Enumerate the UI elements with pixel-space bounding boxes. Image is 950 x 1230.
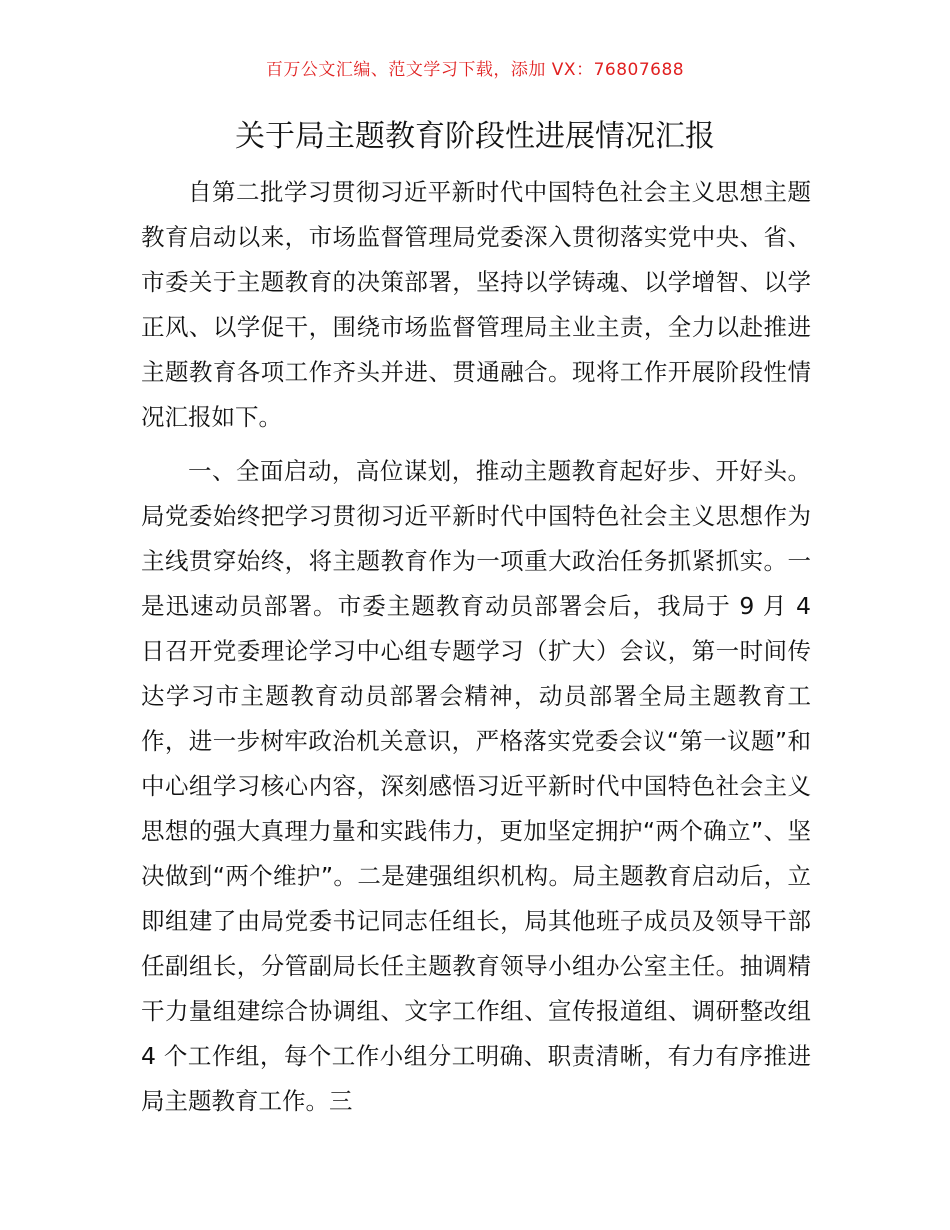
header-ad-note: 百万公文汇编、范文学习下载，添加 VX：76807688: [265, 60, 685, 80]
paragraph-section-1: 一、全面启动，高位谋划，推动主题教育起好步、开好头。局党委始终把学习贯彻习近平新时代中国特色社会主义思想作为主线贯穿始终，将主题教育作为一项重大政治任务抓紧抓实。一是迅速动员部署。市委主题教育动员部署会后，我局于 9 月 4 日召开党委理论学习中心组专题学习（扩大）会议，第一时间传达学习市主题教育动员部署会精神，动员部署全局主题教育工作，进一步树牢政治机关意识，严格落实党委会议“第一议题”和中心组学习核心内容，深刻感悟习近平新时代中国特色社会主义思想的强大真理力量和实践伟力，更加坚定拥护“两个确立”、坚决做到“两个维护”。二是建强组织机构。局主题教育启动后，立即组建了由局党委书记同志任组长，局其他班子成员及领导干部任副组长，分管副局长任主题教育领导小组办公室主任。抽调精干力量组建综合协调组、文字工作组、宣传报道组、调研整改组 4 个工作组，每个工作小组分工明确、职责清晰，有力有序推进局主题教育工作。三: [141, 457, 811, 1115]
page-title: 关于局主题教育阶段性进展情况汇报: [235, 119, 715, 154]
document-body: [141, 170, 811, 1124]
paragraph-intro: 自第二批学习贯彻习近平新时代中国特色社会主义思想主题教育启动以来，市场监督管理局党委深入贯彻落实党中央、省、市委关于主题教育的决策部署，坚持以学铸魂、以学增智、以学正风、以学促干，围绕市场监督管理局主业主责，全力以赴推进主题教育各项工作齐头并进、贯通融合。现将工作开展阶段性情况汇报如下。: [141, 178, 811, 431]
